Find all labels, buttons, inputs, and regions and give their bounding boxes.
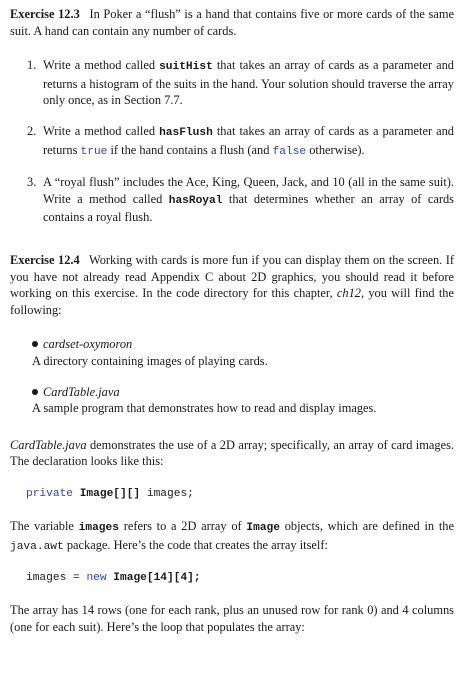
keyword-false: false	[272, 145, 307, 158]
paragraph-text: refers to a 2D array of	[118, 519, 247, 534]
code-declaration	[10, 486, 454, 503]
file-name: CardTable.java	[10, 437, 87, 452]
code-type: Image[][]	[79, 487, 141, 500]
list-item	[10, 174, 454, 226]
method-name-suithist: suitHist	[159, 61, 213, 74]
item-text: that determines whether an array of cards contains a royal flush.	[43, 191, 454, 225]
file-list	[10, 336, 454, 416]
paragraph-text: The variable	[10, 519, 79, 534]
paragraph-text: The array has 14 rows (one for each rank, plus an unused row for rank 0) and 4 columns (one for each suit). Here’s the loop that populates the array:	[10, 603, 454, 634]
images-paragraph	[10, 518, 454, 555]
exercise-12-3-intro	[10, 6, 454, 39]
list-item	[10, 123, 454, 160]
bullet-icon	[32, 341, 38, 347]
exercise-12-3-text: In Poker a “flush” is a hand that contains five or more cards of the same suit. A hand can contain any number of cards.	[10, 7, 454, 38]
item-text: Write a method called	[43, 123, 160, 138]
paragraph-text: demonstrates the use of a 2D array; specifically, an array of card images. The declaration looks like this:	[10, 437, 454, 469]
exercise-12-4-text: , you will find the following:	[10, 286, 454, 317]
file-description: A sample program that demonstrates how to read and display images.	[32, 401, 377, 416]
file-description: A directory containing images of playing cards.	[32, 353, 268, 368]
item-text: if the hand contains a flush (and	[107, 142, 273, 157]
item-text: otherwise).	[306, 142, 365, 157]
paragraph-text: package. Here’s the code that creates the array itself:	[63, 538, 328, 553]
code-array-creation	[10, 570, 454, 587]
item-text: A “royal flush” includes the Ace, King, Queen, Jack, and 10 (all in the same suit). Write a method called	[43, 175, 454, 206]
item-text: that takes an array of cards as a parameter and returns a histogram of the suits in the hand. Your solution should traverse the array only once, as in Section 7.7.	[43, 58, 454, 108]
item-number: 2.	[27, 123, 37, 138]
cardtable-paragraph	[10, 437, 454, 470]
file-name: cardset-oxymoron	[43, 337, 133, 352]
exercise-12-4-text: Working with cards is more fun if you can display them on the screen. If you have not already read Appendix C about 2D graphics, you should read it before working on this exercise. In the code directory for this chapter,	[10, 252, 455, 301]
code-keyword: new	[86, 571, 107, 584]
list-item	[10, 384, 454, 417]
item-text: that takes an array of cards as a parameter and returns	[43, 123, 454, 157]
code-keyword: private	[26, 487, 73, 500]
method-name-hasroyal: hasRoyal	[168, 194, 223, 207]
page	[10, 6, 454, 635]
type-name: Image	[246, 522, 280, 535]
keyword-true: true	[80, 145, 108, 158]
item-number: 3.	[27, 175, 37, 190]
item-text: Write a method called	[43, 58, 160, 73]
method-name-hasflush: hasFlush	[159, 126, 213, 139]
variable-name: images	[78, 522, 119, 535]
code-text: images =	[26, 571, 87, 584]
file-name: CardTable.java	[43, 384, 120, 399]
code-text: Image[14][4];	[106, 571, 201, 584]
exercise-12-3-heading: Exercise 12.3	[10, 7, 80, 21]
exercise-12-3-list	[10, 57, 454, 226]
array-rows-paragraph	[10, 602, 454, 635]
package-name: java.awt	[10, 541, 64, 554]
exercise-12-4-intro	[10, 252, 454, 318]
bullet-icon	[32, 389, 38, 395]
directory-name: ch12	[336, 286, 361, 301]
exercise-12-4-heading: Exercise 12.4	[10, 252, 80, 267]
item-number: 1.	[27, 58, 37, 73]
list-item	[10, 336, 454, 369]
list-item	[10, 57, 454, 109]
code-text: images;	[140, 487, 194, 500]
paragraph-text: objects, which are defined in the	[279, 519, 454, 534]
